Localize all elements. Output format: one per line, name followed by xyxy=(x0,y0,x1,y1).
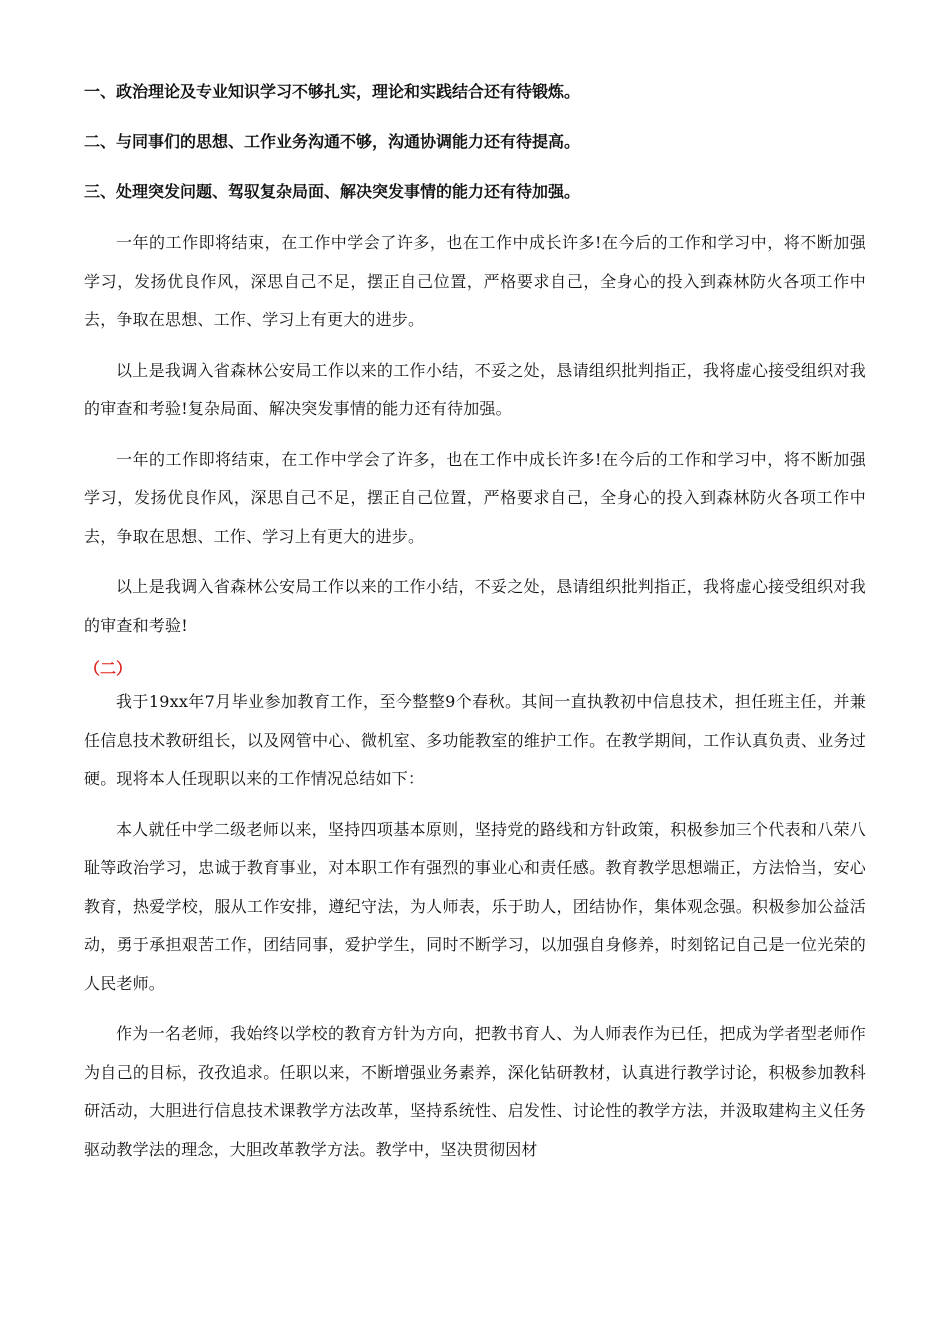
paragraph: 我于19xx年7月毕业参加教育工作，至今整整9个春秋。其间一直执教初中信息技术，担任班主任，并兼任信息技术教研组长，以及网管中心、微机室、多功能教室的维护工作。在教学期间，工作认真负责、业务过硬。现将本人任现职以来的工作情况总结如下： xyxy=(84,692,866,788)
paragraph: 一年的工作即将结束，在工作中学会了许多，也在工作中成长许多!在今后的工作和学习中，将不断加强学习，发扬优良作风，深思自己不足，摆正自己位置，严格要求自己，全身心的投入到森林防火各项工作中去，争取在思想、工作、学习上有更大的进步。 xyxy=(84,449,866,546)
section-number-marker: （二） xyxy=(84,659,133,678)
summary-heading-1: 一、政治理论及专业知识学习不够扎实，理论和实践结合还有待锻炼。 xyxy=(84,82,581,101)
paragraph: 本人就任中学二级老师以来，坚持四项基本原则，坚持党的路线和方针政策，积极参加三个代表和八荣八耻等政治学习，忠诚于教育事业，对本职工作有强烈的事业心和责任感。教育教学思想端正，方法恰当，安心教育，热爱学校，服从工作安排，遵纪守法，为人师表，乐于助人，团结协作，集体观念强。积极参加公益活动，勇于承担艰苦工作，团结同事，爱护学生，同时不断学习，以加强自身修养，时刻铭记自己是一位光荣的人民老师。 xyxy=(84,819,866,993)
paragraph: 一年的工作即将结束，在工作中学会了许多，也在工作中成长许多!在今后的工作和学习中，将不断加强学习，发扬优良作风，深思自己不足，摆正自己位置，严格要求自己，全身心的投入到森林防火各项工作中去，争取在思想、工作、学习上有更大的进步。 xyxy=(84,233,866,329)
summary-heading-2: 二、与同事们的思想、工作业务沟通不够，沟通协调能力还有待提高。 xyxy=(84,132,581,151)
paragraph: 作为一名老师，我始终以学校的教育方针为方向，把教书育人、为人师表作为已任，把成为学者型老师作为自己的目标，孜孜追求。任职以来，不断增强业务素养，深化钻研教材，认真进行教学讨论，积极参加教科研活动，大胆进行信息技术课教学方法改革，坚持系统性、启发性、讨论性的教学方法，并汲取建构主义任务驱动教学法的理念，大胆改革教学方法。教学中，坚决贯彻因材 xyxy=(84,1024,866,1159)
paragraph: 以上是我调入省森林公安局工作以来的工作小结，不妥之处，恳请组织批判指正，我将虚心接受组织对我的审查和考验! xyxy=(84,577,866,635)
paragraph: 以上是我调入省森林公安局工作以来的工作小结，不妥之处，恳请组织批判指正，我将虚心接受组织对我的审查和考验!复杂局面、解决突发事情的能力还有待加强。 xyxy=(84,360,866,418)
summary-heading-3: 三、处理突发问题、驾驭复杂局面、解决突发事情的能力还有待加强。 xyxy=(84,182,581,201)
